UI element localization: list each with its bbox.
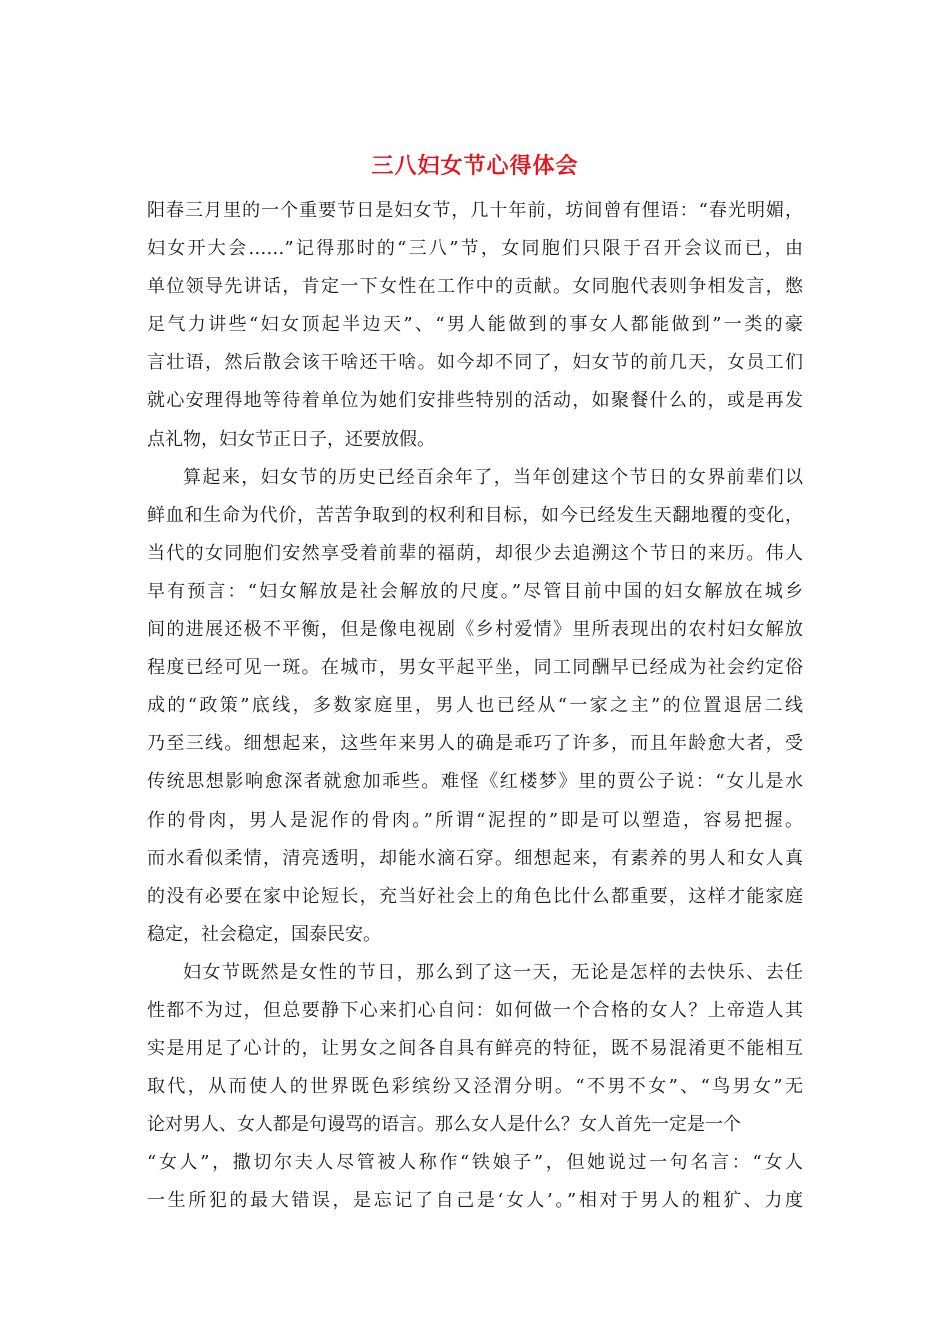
text-line: 点礼物，妇女节正日子，还要放假。 xyxy=(147,428,435,450)
text-line: 鲜血和生命为代价，苦苦争取到的权利和目标，如今已经发生天翻地覆的变化， xyxy=(147,504,803,526)
text-line: 算起来，妇女节的历史已经百余年了，当年创建这个节日的女界前辈们以 xyxy=(183,466,803,488)
text-line: 妇女节既然是女性的节日，那么到了这一天，无论是怎样的去快乐、去任 xyxy=(183,961,803,983)
text-line: 的没有必要在家中论短长，充当好社会上的角色比什么都重要，这样才能家庭 xyxy=(147,885,803,907)
text-line: 间的进展还极不平衡，但是像电视剧《乡村爱情》里所表现出的农村妇女解放 xyxy=(147,619,803,641)
text-line: 足气力讲些“妇女顶起半边天”、“男人能做到的事女人都能做到”一类的豪 xyxy=(147,314,803,336)
text-line: 论对男人、女人都是句谩骂的语言。那么女人是什么？女人首先一定是一个 xyxy=(147,1114,741,1136)
text-line: 阳春三月里的一个重要节日是妇女节，几十年前，坊间曾有俚语：“春光明媚， xyxy=(147,200,803,221)
text-line: 一生所犯的最大错误，是忘记了自己是‘女人’。”相对于男人的粗犷、力度 xyxy=(147,1190,803,1212)
text-line: 而水看似柔情，清亮透明，却能水滴石穿。细想起来，有素养的男人和女人真 xyxy=(147,847,803,869)
document-title: 三八妇女节心得体会 xyxy=(371,153,579,179)
text-line: 当代的女同胞们安然享受着前辈的福荫，却很少去追溯这个节日的来历。伟人 xyxy=(147,542,803,564)
text-line: 单位领导先讲话，肯定一下女性在工作中的贡献。女同胞代表则争相发言，憋 xyxy=(147,276,803,298)
document-body xyxy=(147,192,803,1221)
text-line: 传统思想影响愈深者就愈加乖些。难怪《红楼梦》里的贾公子说：“女儿是水 xyxy=(147,771,803,793)
text-line: 早有预言：“妇女解放是社会解放的尺度。”尽管目前中国的妇女解放在城乡 xyxy=(147,580,803,602)
text-line: 作的骨肉，男人是泥作的骨肉。”所谓“泥捏的”即是可以塑造，容易把握。 xyxy=(147,809,803,831)
text-line: 稳定，社会稳定，国泰民安。 xyxy=(147,923,381,945)
text-line: 成的“政策”底线，多数家庭里，男人也已经从“一家之主”的位置退居二线 xyxy=(147,695,803,717)
text-line: 程度已经可见一斑。在城市，男女平起平坐，同工同酬早已经成为社会约定俗 xyxy=(147,657,803,679)
text-line: 言壮语，然后散会该干啥还干啥。如今却不同了，妇女节的前几天，女员工们 xyxy=(147,352,803,374)
text-line: 乃至三线。细想起来，这些年来男人的确是乖巧了许多，而且年龄愈大者，受 xyxy=(147,733,803,755)
text-line: 实是用足了心计的，让男女之间各自具有鲜亮的特征，既不易混淆更不能相互 xyxy=(147,1038,803,1060)
text-line: “女人”，撒切尔夫人尽管被人称作“铁娘子”，但她说过一句名言：“女人 xyxy=(147,1152,803,1174)
text-line: 妇女开大会……”记得那时的“三八”节，女同胞们只限于召开会议而已，由 xyxy=(147,238,803,260)
text-line: 取代，从而使人的世界既色彩缤纷又泾渭分明。“不男不女”、“鸟男女”无 xyxy=(147,1076,803,1098)
text-line: 性都不为过，但总要静下心来扪心自问：如何做一个合格的女人？上帝造人其 xyxy=(147,999,803,1021)
text-line: 就心安理得地等待着单位为她们安排些特别的活动，如聚餐什么的，或是再发 xyxy=(147,390,803,412)
